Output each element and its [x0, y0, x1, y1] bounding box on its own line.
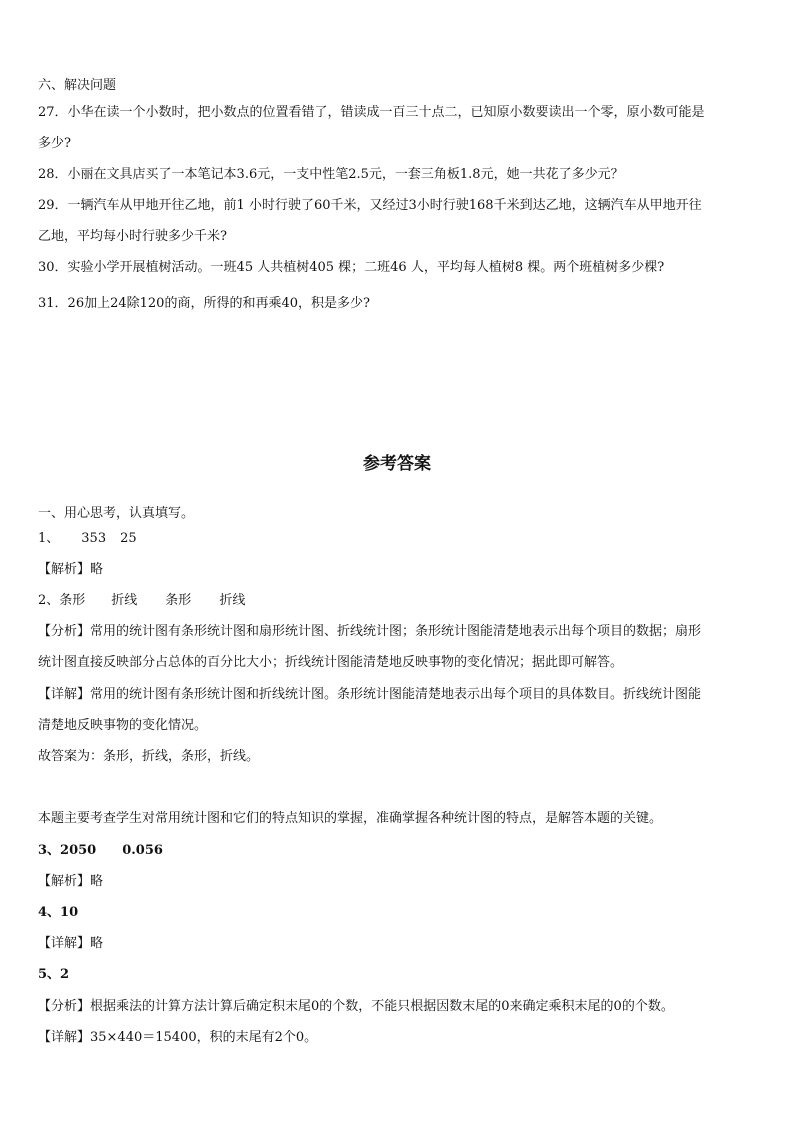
question-29-line2: 乙地，平均每小时行驶多少千米?: [38, 229, 227, 244]
answer-1: [38, 530, 760, 548]
answers-title: 参考答案: [363, 454, 431, 474]
question-27-line2: 多少?: [38, 136, 71, 151]
question-28: 28．小丽在文具店买了一本笔记本3.6元，一支中性笔2.5元，一套三角板1.8元，她一共花了多少元？: [38, 167, 624, 182]
answer-5: 5、2: [38, 967, 70, 982]
section-heading-solve-problems: 六、解决问题: [38, 78, 117, 93]
answer-5-fenxi: 【分析】根据乘法的计算方法计算后确定积末尾0的个数，不能只根据因数末尾的0来确定乘积末尾的0的个数。: [38, 999, 674, 1014]
question-27-line1: 27．小华在读一个小数时，把小数点的位置看错了，错读成一百三十点二，已知原小数要读出一个零，原小数可能是: [38, 105, 705, 120]
answer-2-value-2: 折线: [111, 593, 138, 608]
answer-3-value-1: 3、2050: [38, 843, 97, 858]
answer-1-number: 1、: [38, 531, 60, 546]
answer-4-xiangjie: 【详解】略: [38, 936, 104, 951]
answer-3-jiexi: 【解析】略: [38, 874, 104, 889]
question-30: 30．实验小学开展植树活动。一班45 人共植树405 棵；二班46 人，平均每人植树8 棵。两个班植树多少棵?: [38, 260, 665, 275]
answer-2-xiangjie-line1: 【详解】常用的统计图有条形统计图和折线统计图。条形统计图能清楚地表示出每个项目的具体数目。折线统计图能: [38, 687, 702, 702]
answer-4: 4、10: [38, 905, 79, 920]
answer-2-value-1: 2、条形: [38, 593, 86, 608]
answer-2-final: 故答案为：条形，折线，条形，折线。: [38, 749, 260, 764]
answer-1-value-2: 25: [120, 531, 137, 546]
answer-2-fenxi-line2: 统计图直接反映部分占总体的百分比大小；折线统计图能清楚地反映事物的变化情况；据此即可解答。: [38, 655, 624, 670]
answer-2-xiangjie-line2: 清楚地反映事物的变化情况。: [38, 718, 208, 733]
answer-1-jiexi: 【解析】略: [38, 562, 104, 577]
answer-2: [38, 592, 760, 610]
answer-3-value-2: 0.056: [122, 843, 163, 858]
answers-section1-heading: 一、用心思考，认真填写。: [38, 506, 195, 521]
question-29-line1: 29．一辆汽车从甲地开往乙地，前1 小时行驶了60千米，又经过3小时行驶168千米到达乙地，这辆汽车从甲地开往: [38, 198, 702, 213]
answer-2-value-4: 折线: [219, 593, 246, 608]
answer-2-value-3: 条形: [165, 593, 192, 608]
answer-5-xiangjie: 【详解】35×440＝15400，积的末尾有2个0。: [38, 1030, 318, 1045]
answer-1-value-1: 353: [81, 531, 107, 546]
answer-2-summary: 本题主要考查学生对常用统计图和它们的特点知识的掌握，准确掌握各种统计图的特点，是解答本题的关键。: [38, 811, 663, 826]
question-31: 31．26加上24除120的商，所得的和再乘40，积是多少?: [38, 296, 370, 311]
answer-3: [38, 842, 760, 860]
answer-2-fenxi-line1: 【分析】常用的统计图有条形统计图和扇形统计图、折线统计图；条形统计图能清楚地表示出每个项目的数据；扇形: [38, 624, 702, 639]
